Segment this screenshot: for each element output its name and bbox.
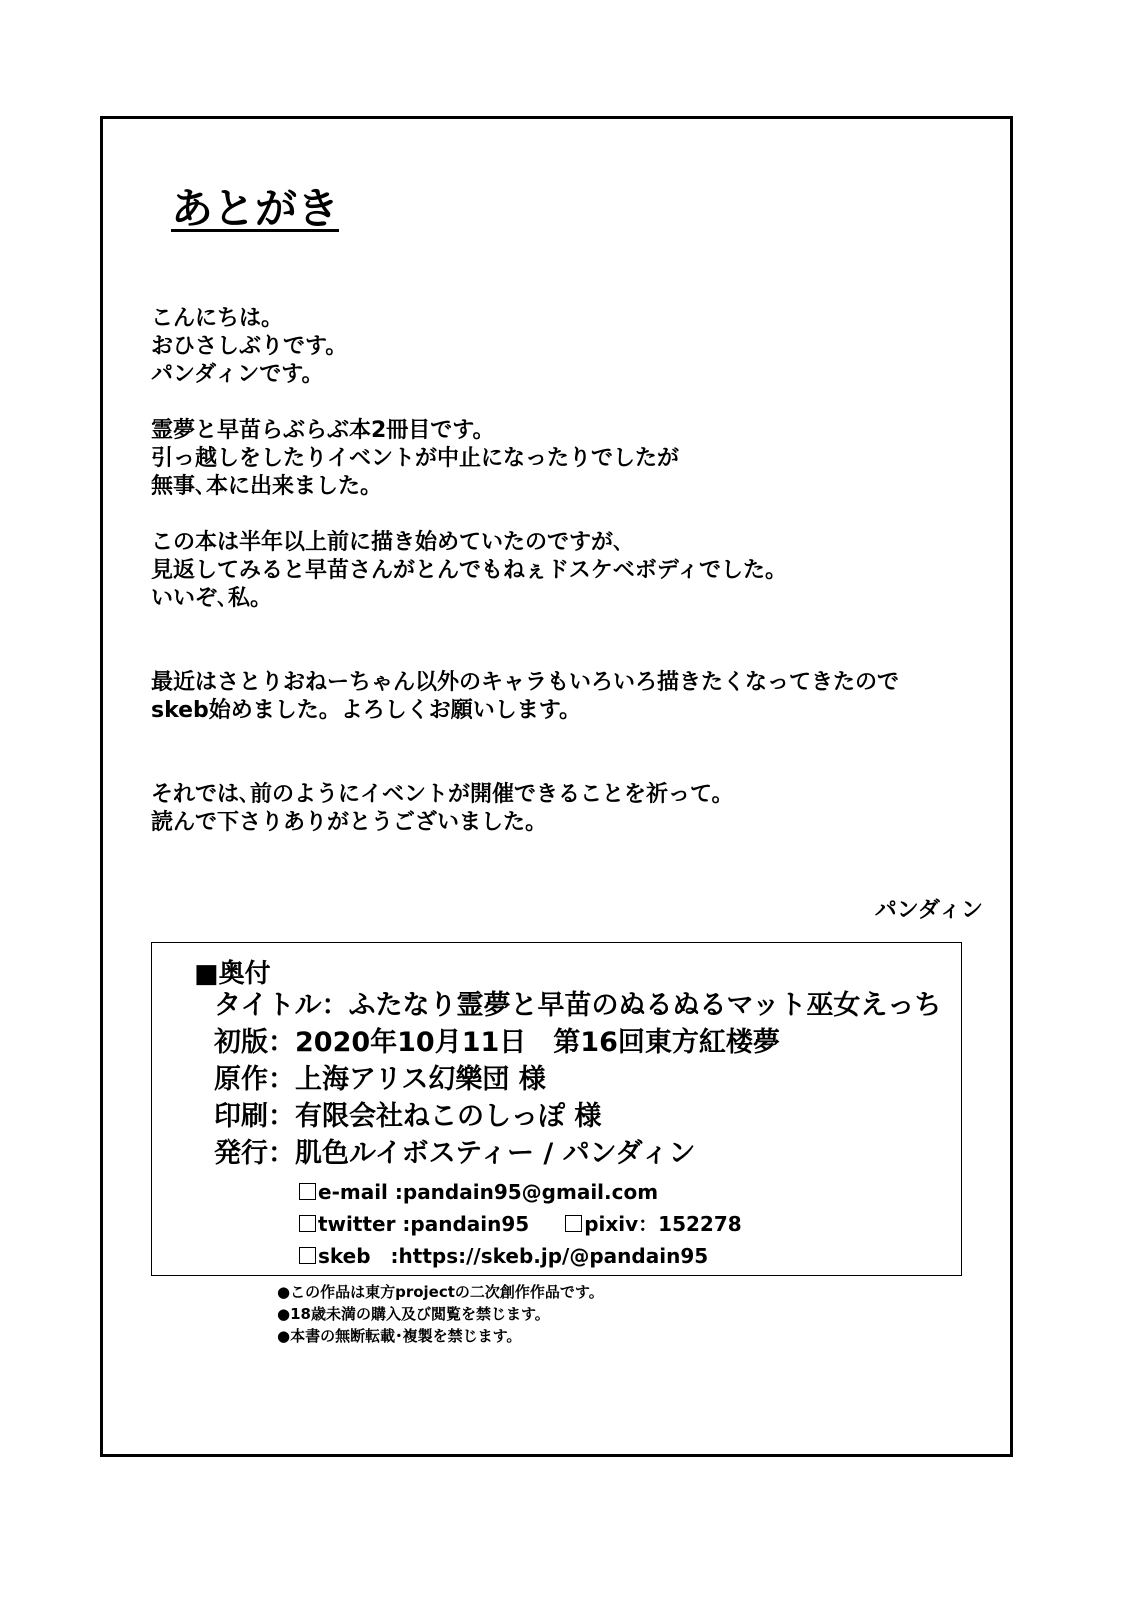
colophon-original: 原作：上海アリス幻樂団 様: [214, 1064, 546, 1095]
contact-skeb: [299, 1240, 742, 1272]
colophon-printer: 印刷：有限会社ねこのしっぽ 様: [214, 1101, 602, 1132]
checkbox-icon: [299, 1183, 316, 1200]
afterword-body: [151, 305, 991, 837]
text-line: いいぞ､私。: [151, 586, 273, 611]
text-line: skeb始めました。よろしくお願いします。: [151, 698, 582, 723]
paragraph-reflection: [151, 529, 991, 613]
notices: [277, 1281, 604, 1347]
contact-list: [299, 1176, 742, 1272]
notice-item: ●この作品は東方projectの二次創作作品です。: [277, 1283, 604, 1301]
colophon-box: [151, 942, 962, 1276]
text-line: 引っ越しをしたりイベントが中止になったりでしたが: [151, 446, 680, 471]
paragraph-closing: [151, 781, 991, 837]
contact-skeb-text: skeb :https://skeb.jp/@pandain95: [318, 1244, 709, 1268]
colophon-first-edition: 初版：2020年10月11日 第16回東方紅楼夢: [214, 1027, 780, 1058]
text-line: おひさしぶりです。: [151, 334, 348, 359]
contact-twitter-text: twitter :pandain95: [318, 1212, 530, 1236]
paragraph-book-intro: [151, 417, 991, 501]
text-line: パンダィンです。: [151, 362, 324, 387]
checkbox-icon: [299, 1215, 316, 1232]
text-line: 霊夢と早苗らぶらぶ本2冊目です。: [151, 418, 495, 443]
contact-pixiv-text: pixiv：152278: [584, 1212, 742, 1236]
colophon-heading: ■奥付: [194, 959, 271, 989]
text-line: こんにちは。: [151, 306, 284, 331]
checkbox-icon: [565, 1215, 582, 1232]
text-line: この本は半年以上前に描き始めていたのですが､: [151, 530, 625, 555]
contact-email-text: e-mail :pandain95@gmail.com: [318, 1180, 659, 1204]
text-line: 読んで下さりありがとうございました。: [151, 810, 548, 835]
text-line: それでは､前のようにイベントが開催できることを祈って。: [151, 782, 734, 807]
paragraph-greeting: [151, 305, 991, 389]
notice-item: ●本書の無断転載･複製を禁じます。: [277, 1327, 522, 1345]
checkbox-icon: [299, 1247, 316, 1264]
text-line: 最近はさとりおねーちゃん以外のキャラもいろいろ描きたくなってきたので: [151, 670, 900, 695]
text-line: 見返してみると早苗さんがとんでもねぇドスケベボディでした。: [151, 558, 788, 583]
contact-social: [299, 1208, 742, 1240]
colophon-details: [214, 987, 941, 1172]
author-signature: パンダィン: [874, 898, 983, 923]
page-title: あとがき: [171, 184, 340, 233]
contact-email: [299, 1176, 742, 1208]
text-line: 無事､本に出来ました。: [151, 474, 383, 499]
colophon-title: タイトル：ふたなり霊夢と早苗のぬるぬるマット巫女えっち: [214, 990, 942, 1021]
notice-item: ●18歳未満の購入及び閲覧を禁じます。: [277, 1305, 550, 1323]
paragraph-skeb: [151, 669, 991, 725]
colophon-publisher: 発行：肌色ルイボスティー / パンダィン: [214, 1138, 696, 1169]
